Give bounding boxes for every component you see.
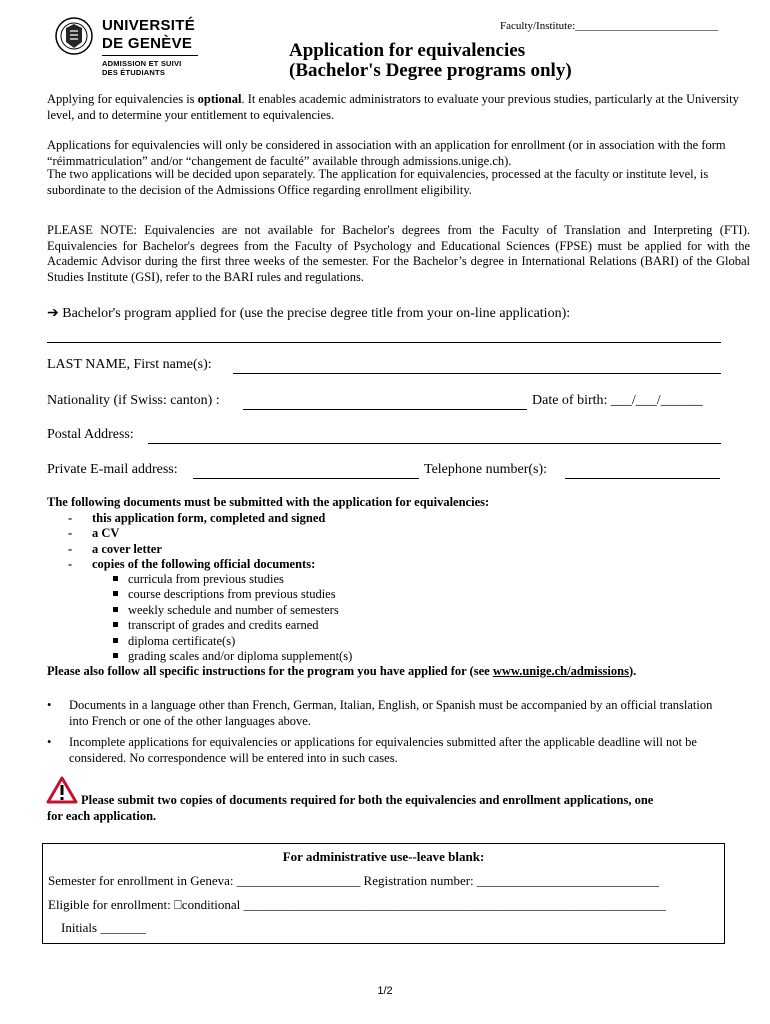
page-title: Application for equivalencies — [289, 40, 526, 61]
postal-address-input-line[interactable] — [148, 443, 721, 444]
square-bullet-icon — [113, 653, 118, 658]
page-subtitle: (Bachelor's Degree programs only) — [289, 60, 572, 81]
semester-registration-line: Semester for enrollment in Geneva: ___________________ Registration number: ____________________________ — [48, 873, 659, 888]
list-item — [113, 572, 352, 587]
translation-bullet — [47, 697, 750, 729]
admissions-link[interactable]: www.unige.ch/admissions — [492, 664, 629, 678]
university-logo — [54, 14, 204, 84]
list-item-text: weekly schedule and number of semesters — [128, 602, 339, 617]
list-item — [113, 634, 352, 649]
list-item-text: diploma certificate(s) — [128, 633, 236, 648]
list-item — [113, 649, 352, 664]
follow-text: Please also follow all specific instructions for the program you have applied for (see — [47, 664, 493, 678]
follow-instructions — [47, 664, 636, 679]
page-number: 1/2 — [377, 985, 393, 997]
official-documents-list — [113, 572, 352, 664]
program-input-line[interactable] — [47, 342, 721, 343]
intro-paragraph-1 — [47, 92, 750, 123]
unit-name-line1: ADMISSION ET SUIVI — [102, 59, 182, 68]
date-of-birth-field[interactable]: Date of birth: ___/___/______ — [532, 393, 703, 408]
incomplete-bullet — [47, 734, 750, 766]
list-item-text: a CV — [92, 526, 120, 541]
list-item-text: curricula from previous studies — [128, 572, 284, 586]
admin-box-title: For administrative use--leave blank: — [282, 849, 485, 864]
university-seal-icon — [54, 14, 94, 58]
university-name-line1: UNIVERSITÉ — [102, 17, 196, 34]
unit-name-line2: DES ÉTUDIANTS — [102, 68, 166, 77]
phone-field-label: Telephone number(s): — [424, 462, 548, 477]
optional-emphasis: optional — [197, 92, 242, 106]
square-bullet-icon — [113, 607, 118, 612]
initials-line: Initials _______ — [61, 920, 146, 935]
square-bullet-icon — [113, 638, 118, 643]
bullet-text: Documents in a language other than French, German, Italian, English, or Spanish must be accompanied by an official translation into French or one of the other languages above. — [69, 698, 713, 728]
follow-text: ). — [628, 664, 637, 678]
bullet-dot-icon: • — [47, 698, 52, 712]
list-item: - a cover letter — [68, 541, 162, 556]
list-item-text: copies of the following official documents: — [92, 557, 316, 572]
program-field-label — [47, 305, 570, 322]
documents-heading: The following documents must be submitted with the application for equivalencies: — [47, 495, 490, 509]
square-bullet-icon — [113, 576, 118, 581]
list-item-text: transcript of grades and credits earned — [128, 618, 319, 633]
list-item — [113, 618, 352, 633]
postal-address-label: Postal Address: — [47, 427, 134, 442]
email-field-label: Private E-mail address: — [47, 462, 178, 477]
intro-text: . It enables academic administrators to evaluate your previous studies, particularly at the University level, and to determine your entitlement to equivalencies. — [47, 92, 739, 122]
email-input-line[interactable] — [193, 478, 419, 479]
list-item: - copies of the following official documents: — [68, 557, 316, 572]
eligible-line: Eligible for enrollment: ⎕conditional _________________________________________________________________ — [48, 897, 667, 912]
phone-input-line[interactable] — [565, 478, 720, 479]
name-input-line[interactable] — [233, 373, 721, 374]
please-note-paragraph: PLEASE NOTE: Equivalencies are not available for Bachelor's degrees from the Faculty of Translation and Interpreting (FTI). Equivalencies for Bachelor's degrees from the Faculty of Psychology and Educational Sciences (FPSE) must be applied for with the Academic Advisor during the first three weeks of the semester. For the Bachelor’s degree in International Relations (BARI) of the Global Studies Institute (GSI), refer to the BARI rules and regulations. — [47, 223, 750, 284]
bullet-text: Incomplete applications for equivalencies or applications for equivalencies submitted after the applicable deadline will not be considered. No correspondence will be entered into in such cases. — [69, 735, 697, 765]
nationality-field-label: Nationality (if Swiss: canton) : — [47, 393, 220, 408]
university-name-line2: DE GENÈVE — [102, 35, 193, 52]
list-item: - this application form, completed and signed — [68, 511, 326, 525]
intro-paragraph-2: Applications for equivalencies will only be considered in association with an application for enrollment (or in association with the form “réimmatriculation” and/or “changement de faculté” available through admissions.unige.ch). — [47, 138, 726, 168]
arrow-right-icon: ➔ — [47, 306, 59, 321]
logo-divider — [102, 55, 198, 56]
intro-text: Applying for equivalencies is — [47, 92, 198, 106]
bullet-dot-icon: • — [47, 735, 52, 749]
list-item-text: grading scales and/or diploma supplement(s) — [128, 649, 353, 664]
faculty-field[interactable]: Faculty/Institute:__________________________ — [500, 20, 719, 32]
program-label-text: Bachelor's program applied for (use the precise degree title from your on-line application): — [62, 306, 571, 321]
admin-use-box — [42, 843, 725, 944]
square-bullet-icon — [113, 622, 118, 627]
list-item-text: this application form, completed and signed — [92, 511, 326, 525]
list-item-text: course descriptions from previous studies — [128, 587, 336, 602]
list-item-text: a cover letter — [92, 541, 162, 556]
list-item — [113, 603, 352, 618]
list-item: - a CV — [68, 526, 120, 541]
list-item — [113, 587, 352, 602]
nationality-input-line[interactable] — [243, 409, 527, 410]
name-field-label: LAST NAME, First name(s): — [47, 357, 212, 372]
square-bullet-icon — [113, 591, 118, 596]
intro-paragraph-3: The two applications will be decided upon separately. The application for equivalencies, processed at the faculty or institute level, is subordinate to the decision of the Admissions Office regarding enrollment eligibility. — [47, 167, 709, 197]
warning-text: Please submit two copies of documents required for both the equivalencies and enrollment applications, one for each application. — [47, 793, 654, 823]
documents-list — [68, 511, 325, 573]
